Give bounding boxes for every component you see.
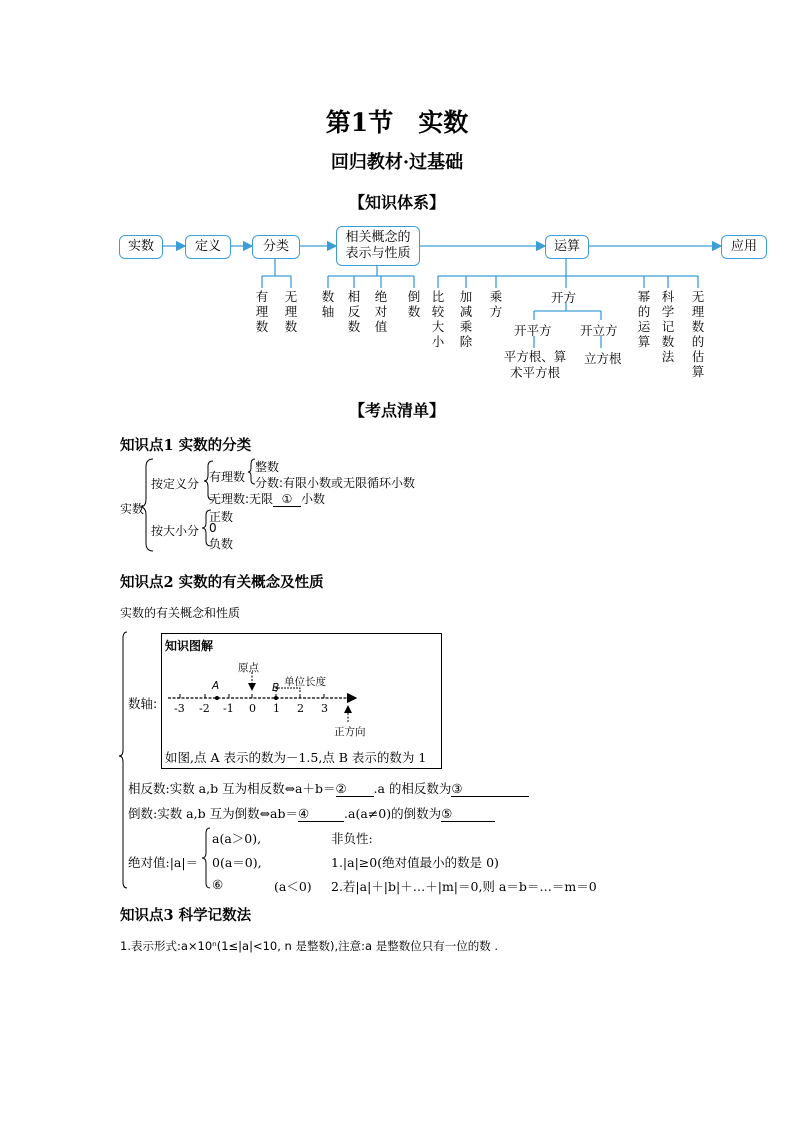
kp2-abs-label: 绝对值:|a|＝ [128, 855, 199, 870]
kp1-zero: 0 [209, 521, 217, 535]
kp2-opposite-text: 相反数:实数 a,b 互为相反数⇔a＋b＝ [128, 781, 336, 796]
kp2-point-b [274, 696, 278, 700]
kp2-axis-label: 数轴: [128, 696, 158, 711]
map-node-real-number: 实数 [119, 235, 163, 259]
map-node-application: 应用 [721, 235, 767, 259]
kp2-direction-label: 正方向 [334, 726, 366, 738]
kp1-title: 知识点1 实数的分类 [120, 437, 252, 454]
map-leaf-irrational: 无理数 [284, 289, 298, 334]
kp2-opposite-tail: .a 的相反数为 [373, 781, 452, 796]
map-leaf-absolute: 绝对值 [374, 289, 388, 334]
kp2-figure-box [161, 633, 442, 769]
kp2-reciprocal-line [128, 804, 495, 822]
kp1-irrational-label: 无理数:无限 [209, 492, 274, 506]
kp1-integer: 整数 [255, 460, 280, 474]
kp2-point-a-label: A [212, 680, 220, 692]
kp2-abs-case-3-cond: (a＜0) [274, 879, 312, 894]
kp2-figure-title: 知识图解 [165, 639, 214, 653]
kp2-tick-label: 3 [321, 702, 328, 715]
kp2-blank-5[interactable]: ⑤ [441, 806, 495, 822]
kp2-tick-label: -3 [174, 702, 185, 715]
kp2-number-line [162, 634, 441, 744]
kp1-root: 实数 [120, 502, 145, 516]
map-leaf-cube-root: 立方根 [584, 351, 622, 366]
kp1-negative: 负数 [209, 537, 234, 551]
page-title: 第1节 实数 [325, 108, 469, 137]
kp2-abs-case-2: 0(a＝0), [212, 855, 262, 870]
section-knowledge-system: 【知识体系】 [348, 193, 445, 212]
kp2-tick-label: 0 [249, 702, 256, 715]
kp2-opposite-line [128, 779, 529, 797]
map-leaf-cube-root-op: 开立方 [580, 323, 618, 338]
kp2-intro: 实数的有关概念和性质 [120, 606, 241, 620]
kp3-line: 1.表示形式:a×10ⁿ(1≤|a|<10, n 是整数),注意:a 是整数位只有一位的数 . [120, 939, 499, 953]
page-subtitle: 回归教材·过基础 [330, 152, 464, 173]
kp3-title: 知识点3 科学记数法 [120, 907, 252, 924]
kp2-figure-caption: 如图,点 A 表示的数为－1.5,点 B 表示的数为 1 [165, 750, 427, 765]
map-node-concepts-label: 相关概念的表示与性质 [345, 230, 411, 261]
map-leaf-rational: 有理数 [255, 289, 269, 334]
kp2-tick-label: -2 [199, 702, 210, 715]
kp2-blank-6[interactable]: ⑥ [212, 877, 224, 892]
kp1-by-definition: 按定义分 [151, 477, 200, 491]
kp2-prop-1: 1.|a|≥0(绝对值最小的数是 0) [331, 855, 499, 870]
map-node-concepts [336, 226, 420, 266]
kp2-blank-3[interactable]: ③ [451, 781, 529, 797]
kp1-blank-1[interactable]: ① [273, 492, 301, 507]
kp2-tick-label: -1 [223, 702, 234, 715]
kp2-origin-label: 原点 [238, 662, 259, 674]
map-leaf-compare: 比较大小 [431, 289, 445, 349]
kp2-tick-label: 1 [273, 702, 280, 715]
kp2-tick-label: 2 [297, 702, 304, 715]
map-leaf-square-root: 平方根、算术平方根 [503, 349, 567, 380]
kp2-point-a [215, 696, 219, 700]
kp1-rational: 有理数 [209, 470, 246, 484]
map-leaf-exponent: 幂的运算 [637, 289, 651, 349]
map-leaf-power: 乘方 [489, 289, 503, 319]
kp2-nonneg-label: 非负性: [331, 831, 373, 846]
map-node-definition: 定义 [185, 235, 231, 259]
map-leaf-opposite: 相反数 [347, 289, 361, 334]
kp1-by-size: 按大小分 [151, 524, 200, 538]
kp2-prop-2: 2.若|a|＋|b|＋…＋|m|＝0,则 a＝b＝…＝m＝0 [331, 879, 597, 894]
map-leaf-reciprocal: 倒数 [407, 289, 421, 319]
section-checklist: 【考点清单】 [348, 401, 445, 420]
kp1-fraction: 分数:有限小数或无限循环小数 [255, 476, 416, 490]
kp1-positive: 正数 [209, 510, 234, 524]
kp2-point-b-label: B [272, 682, 280, 694]
map-leaf-square-root-op: 开平方 [514, 323, 552, 338]
map-leaf-arith: 加减乘除 [459, 289, 473, 349]
kp2-reciprocal-tail: .a(a≠0)的倒数为 [344, 806, 442, 821]
kp2-unit-label: 单位长度 [284, 676, 326, 688]
kp2-title: 知识点2 实数的有关概念及性质 [120, 574, 324, 591]
kp1-irrational [209, 490, 325, 507]
kp2-blank-2[interactable]: ② [336, 781, 374, 797]
kp2-abs-case-1: a(a＞0), [212, 831, 262, 846]
map-node-classification: 分类 [252, 235, 300, 259]
map-leaf-estimate: 无理数的估算 [691, 289, 705, 379]
kp2-reciprocal-text: 倒数:实数 a,b 互为倒数⇔ab＝ [128, 806, 299, 821]
map-leaf-scientific: 科学记数法 [661, 289, 675, 364]
map-node-operations: 运算 [545, 235, 589, 259]
kp2-blank-4[interactable]: ④ [298, 806, 344, 822]
map-leaf-root: 开方 [551, 290, 577, 305]
kp2-abs-brace [199, 826, 213, 890]
map-leaf-number-line: 数轴 [321, 289, 335, 319]
kp1-irrational-tail: 小数 [301, 492, 326, 506]
